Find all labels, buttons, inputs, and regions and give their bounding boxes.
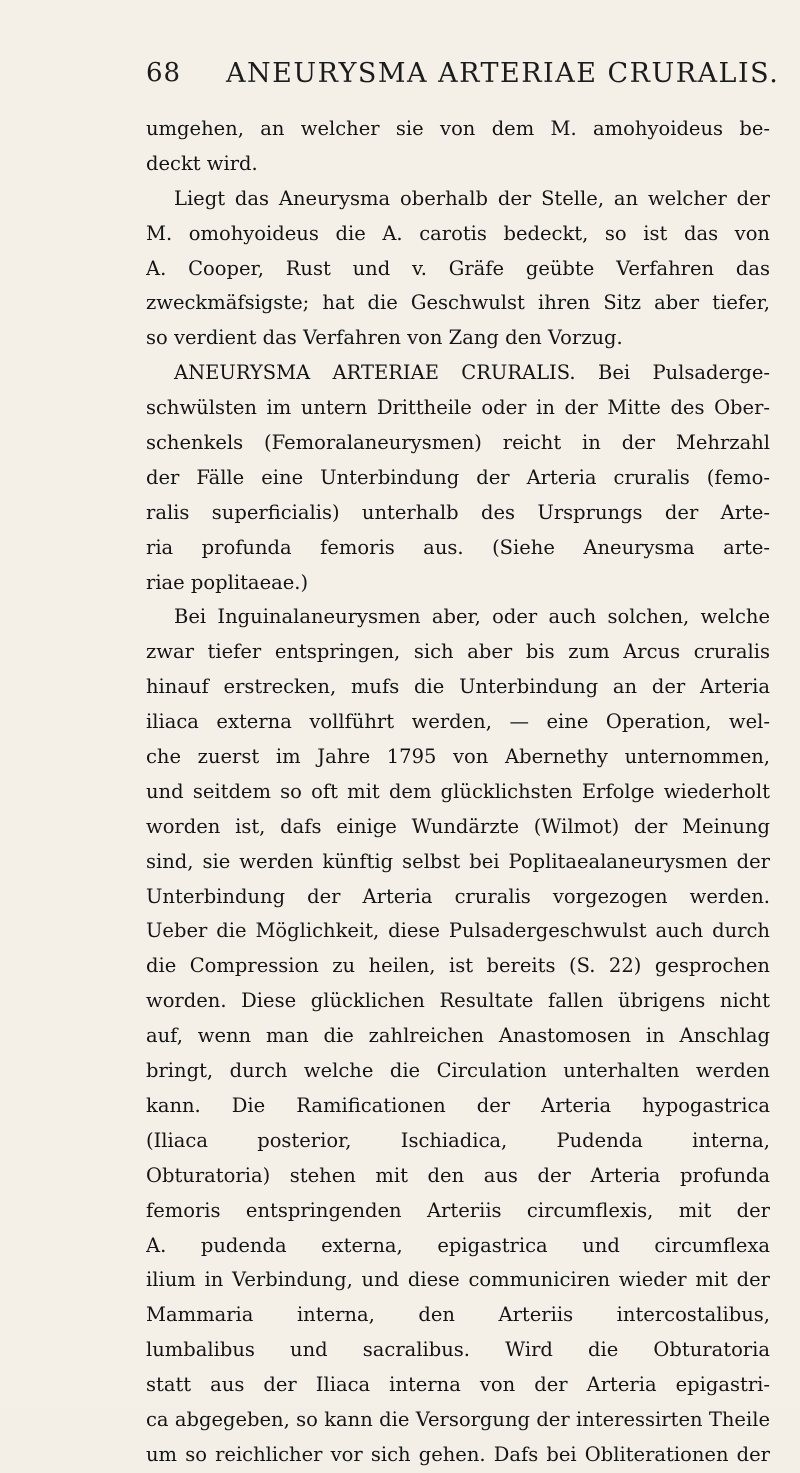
running-title: ANEURYSMA ARTERIAE CRURALIS. [226,58,780,89]
text-line: lumbalibus und sacralibus. Wird die Obturatoria [146,1338,770,1362]
text-line: ANEURYSMA ARTERIAE CRURALIS. Bei Pulsaderge- [174,361,770,385]
text-line: zwar tiefer entspringen, sich aber bis zum Arcus cruralis [146,640,770,664]
text-line: femoris entspringenden Arteriis circumflexis, mit der [146,1198,770,1222]
text-line: iliaca externa vollführt werden, — eine Operation, wel- [146,710,770,734]
text-line: Liegt das Aneurysma oberhalb der Stelle, an welcher der [174,186,770,210]
text-line: sind, sie werden künftig selbst bei Poplitaealaneurysmen der [146,849,770,873]
text-line: A. Cooper, Rust und v. Gräfe geübte Verfahren das [146,256,770,280]
page-number: 68 [146,58,182,88]
text-line: A. pudenda externa, epigastrica und circumflexa [146,1233,770,1257]
text-line: ria profunda femoris aus. (Siehe Aneurysma arte- [146,535,770,559]
text-line: so verdient das Verfahren von Zang den Vorzug. [146,326,623,350]
text-line: (Iliaca posterior, Ischiadica, Pudenda interna, [146,1128,770,1152]
text-line: ralis superficialis) unterhalb des Ursprungs der Arte- [146,500,770,524]
text-line: worden. Diese glücklichen Resultate fallen übrigens nicht [146,989,770,1013]
text-line: ilium in Verbindung, und diese communiciren wieder mit der [146,1268,770,1292]
text-line: Unterbindung der Arteria cruralis vorgezogen werden. [146,884,770,908]
text-line: che zuerst im Jahre 1795 von Abernethy unternommen, [146,745,770,769]
text-line: bringt, durch welche die Circulation unterhalten werden [146,1059,770,1083]
text-line: umgehen, an welcher sie von dem M. amohyoideus be- [146,117,770,140]
text-line: auf, wenn man die zahlreichen Anastomosen in Anschlag [146,1024,770,1048]
text-line: schwülsten im untern Drittheile oder in der Mitte des Ober- [146,396,770,420]
text-line: riae poplitaeae.) [146,570,309,594]
text-line: schenkels (Femoralaneurysmen) reicht in der Mehrzahl [146,431,770,455]
text-line: der Fälle eine Unterbindung der Arteria cruralis (femo- [146,465,770,489]
text-line: statt aus der Iliaca interna von der Arteria epigastri- [146,1373,770,1397]
text-line: Ueber die Möglichkeit, diese Pulsadergeschwulst auch durch [146,919,770,943]
text-line: worden ist, dafs einige Wundärzte (Wilmot) der Meinung [146,814,770,838]
text-line: Obturatoria) stehen mit den aus der Arteria profunda [146,1163,770,1187]
text-line: kann. Die Ramificationen der Arteria hypogastrica [146,1093,770,1117]
body-text [146,112,770,1473]
text-line: deckt wird. [146,151,258,175]
text-line: zweckmäfsigste; hat die Geschwulst ihren Sitz aber tiefer, [146,291,770,315]
text-line: um so reichlicher vor sich gehen. Dafs bei Obliterationen der [146,1442,770,1466]
text-line: M. omohyoideus die A. carotis bedeckt, so ist das von [146,221,770,245]
page-header [0,58,800,98]
text-line: hinauf erstrecken, mufs die Unterbindung an der Arteria [146,675,770,699]
text-line: und seitdem so oft mit dem glücklichsten Erfolge wiederholt [146,779,770,803]
text-line: Bei Inguinalaneurysmen aber, oder auch solchen, welche [174,605,770,629]
text-line: ca abgegeben, so kann die Versorgung der interessirten Theile [146,1407,770,1431]
text-line: die Compression zu heilen, ist bereits (S. 22) gesprochen [146,954,770,978]
text-line: Mammaria interna, den Arteriis intercostalibus, [146,1303,770,1327]
